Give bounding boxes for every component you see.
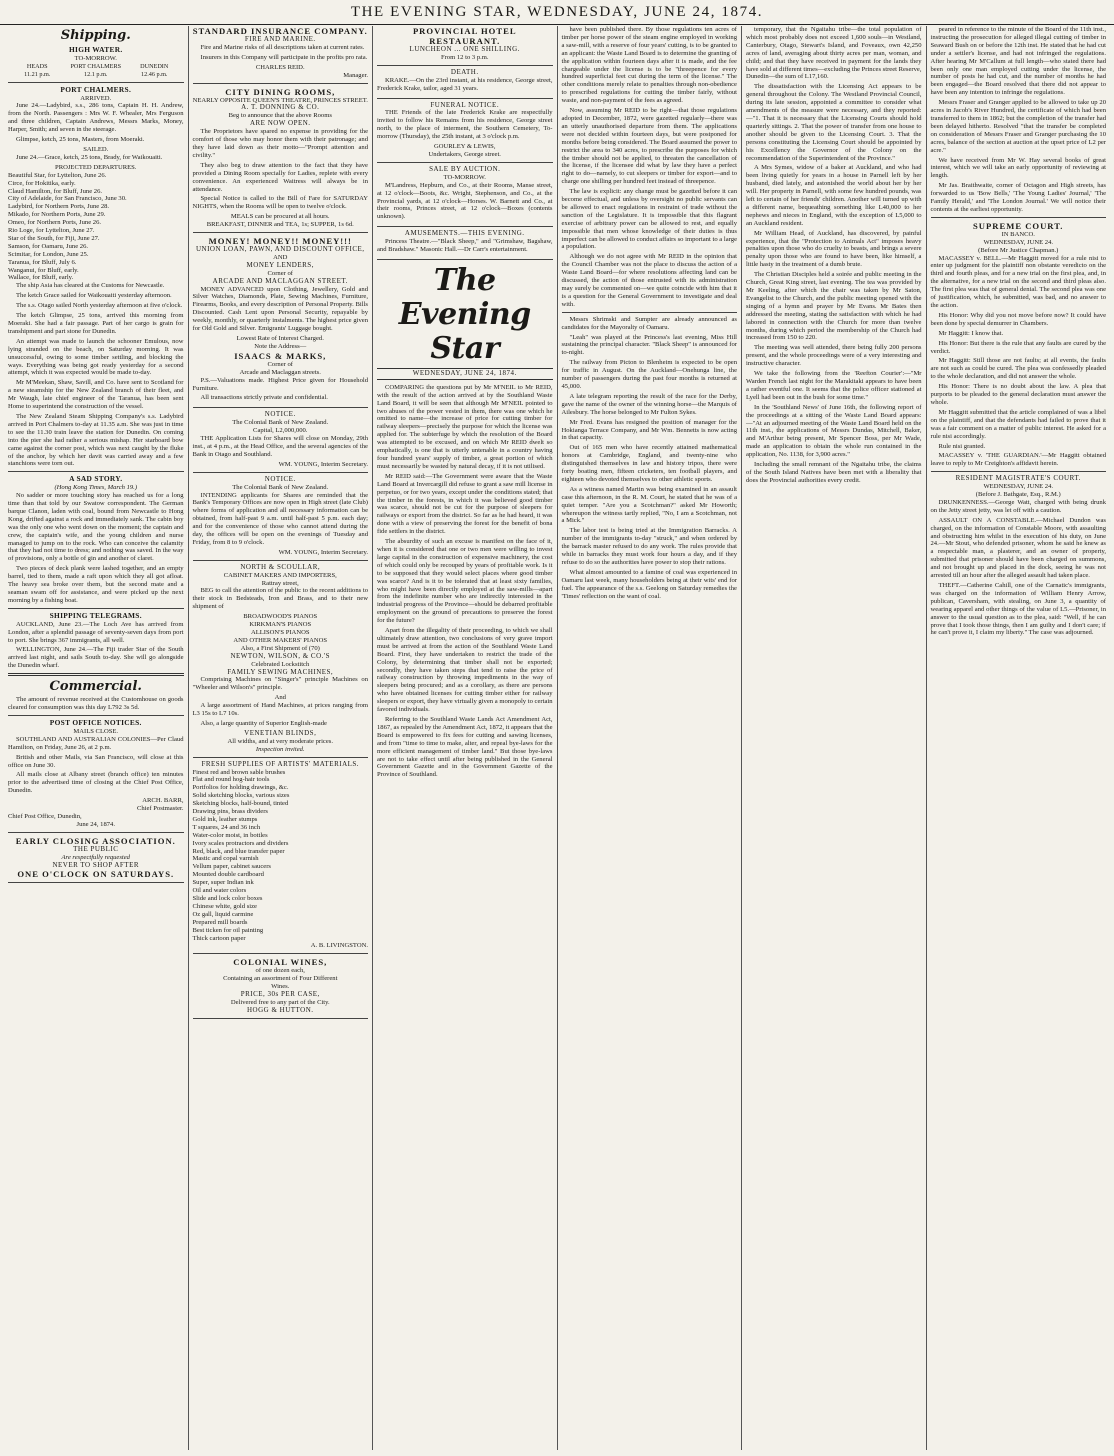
tide-place: HEADS: [26, 62, 48, 70]
venetian-sub: All widths, and at very moderate prices.: [227, 737, 333, 745]
news-item: "Leah" was played at the Princess's last evening, Miss Hill sustaining the principal character. "Black Sheep" is announced for to-night.: [561, 333, 737, 357]
bank-notice-ad: [193, 411, 369, 472]
court-text: His Honor: Why did you not move before now? It could have been done by special demurrer in Chambers.: [930, 311, 1106, 327]
artists-materials-ad: [193, 761, 369, 955]
union-and: AND: [273, 253, 288, 261]
north-scoullar-ad: [193, 564, 369, 758]
news-item: peared in reference to the minute of the Board of the 11th inst., instructing the prosecution for alleged illegal cutting of timber in Seaward Bush on or before the 12th inst. He stated that he had cut under a settler's license, and had not infringed the regulations. After hearing Mr M'Callum at full length—who stated there had been only one man employed cutting under the license, the number of posts he had cut, and the number of months he had been engaged—the Board resolved that there did not appear to have been any intention to infringe the regulations.: [930, 26, 1106, 97]
article-text: The law is explicit: any change must be gazetted before it can become effectual, and unless by oversight no public servants can be allowed to enact regulations in restraint of trade without the sanction of the Legislature. It is impossible that this flagrant exercise of arbitrary power can be allowed to rest, and equally impossible that men whose knowledge of their duties is thus imperfect can be allowed to conduct affairs so important to a large a population.: [561, 188, 737, 251]
banco-date: WEDNESDAY, JUNE 24.: [983, 238, 1054, 246]
list-item: Scimitar, for London, June 25.: [8, 250, 89, 258]
arrived-text: June 24.—Ladybird, s.s., 286 tons, Captain H. H. Andrew, from the North. Passengers : Mrs W. F. Whealer, Mrs Ferguson and three children, Captain Andrews, Messrs Marks, Money, Harper, Smith; and seven in the steerage.: [8, 102, 184, 134]
tide-time: 11.21 p.m.: [24, 70, 51, 78]
news-item: The dissatisfaction with the Licensing Act appears to be general throughout the Colony. The Westland Provincial Council, during its late session, appointed a committee to consider what amendments of the measure were necessary, and they reported:—"1. That it is necessary that the Licensing Courts should hold quarterly sittings. 2. That the power of transfer from one house to another should be given to the Licensing Court. 3. That the persons constituting the Licensing Court should be appointed by his Excellency the Governor of the Colony on the recommendation of the Superintendent of the Province.": [746, 83, 922, 162]
post-date: June 24, 1874.: [76, 820, 115, 828]
story-title: A SAD STORY.: [69, 474, 123, 484]
list-item: Vellum paper, cabinet saucers: [192, 863, 271, 871]
death-notice: [377, 69, 553, 99]
column-1: [4, 26, 189, 1450]
news-item: A Mrs Symes, widow of a baker at Auckland, and who had been living quietly for years in a house in Parnell left by her husband, died lately, and astonished the world about her by her will. Her property in Parnell, with some few hundred pounds, was left to certain of her friends' children. Another will turned up with a different name, bequeathing something like L40,000 to her nephews and nieces in England, with the exception of L5,000 to an Auckland resident.: [746, 164, 922, 227]
shipping-para: The ketch Grace sailed for Waikouaiti yesterday afternoon.: [16, 292, 172, 300]
sailed-text: June 24.—Grace, ketch, 25 tons, Brady, for Waikouaiti.: [16, 153, 163, 161]
sale-text: M'Landress, Hepburn, and Co., at their Rooms, Manse street, at 12 o'clock—Boots, &c. Wright, Stephenson, and Co., at the Provincial yards, at 12 o'clock—Horses. W. Barnett and Co., at their rooms, Princes street, at 12 o'clock—Boxes (contents unknown).: [377, 181, 553, 221]
notice-text: THE Application Lists for Shares will close on Monday, 29th inst., at 4 p.m., at the Head Office, and the several agencies of the Bank in Otago and Southland.: [192, 435, 368, 458]
telegram: AUCKLAND, June 23.—The Loch Ave has arrived from London, after a splendid passage of seventy-seven days from port to port. She brings 367 immigrants, all well.: [8, 620, 184, 644]
post-signature-role: Chief Postmaster.: [136, 805, 184, 813]
news-item: We take the following from the 'Reefton Courier':—"Mr Warden French last night for the Marakitaki appears to have been a rather eventful one. It seems that the police officer stationed at Lyell had been out in the bush for some time.": [746, 370, 922, 401]
column-5: [742, 26, 927, 1450]
shipping-heading: Shipping.: [60, 28, 131, 43]
north-sub: CABINET MAKERS AND IMPORTERS,: [223, 571, 337, 579]
court-text: ASSAULT ON A CONSTABLE.—Michael Dundon was charged, on the information of Constable Moore, with assaulting and obstructing him whilst in the execution of his duty, on June 24.—Mr Stout, who defended prisoner, whom he said he knew as a respectable man, a plasterer, and an owner of property, submitted that prisoner should have been charged on summons, and not brought up and placed in the dock, seeing he was not arrested till an hour after the alleged assault had taken place.: [930, 516, 1106, 580]
bank-notice-2-ad: [193, 476, 369, 561]
list-item: Mastic and copal varnish: [192, 855, 259, 863]
city-title: CITY DINING ROOMS,: [225, 86, 336, 97]
list-item: Red, black, and blue transfer paper: [192, 847, 285, 855]
money-title: MONEY! MONEY!! MONEY!!!: [208, 236, 352, 247]
notice2-title: NOTICE.: [264, 474, 296, 483]
post-signature: ARCH. BARR,: [142, 797, 184, 805]
list-item: Gold ink, leather stumps: [192, 815, 258, 823]
article-text: have been published there. By those regulations ten acres of timber per horse power of the steam engine employed in working a saw-mill, with a reserve of four years' cutting, is to be granted to an applicant: the Waste Land Board is to determine the granting of the application within fourteen days after it is made, and the fee chargeable under the license is to be "threepence for every hundred superficial feet cut during the term of the license." The other conditions merely relate to penalties through non-obedience to prescribed regulations for cutting the timber fairly, without waste, and non-payment of the fees as agreed.: [561, 26, 737, 105]
story-text: No sadder or more touching story has reached us for a long time than that told by our Swatow correspondent. The German barque Clanon, laden with coal, bound from Newcastle to Hong Kong, drifted against a rock and immediately sank. The cabin boy was the only one who went down on the moment; the captain and crew, the captain's wife, and the young children and nurse managed to jump on to the rock. Who can conceive the calamity that they had not time to dress; and nothing was saved. In the way of provisions, only a bottle of gin and another of claret.: [8, 492, 184, 563]
early-public: THE PUBLIC: [73, 844, 119, 853]
city-text-4: Special Notice is called to the Bill of Fare for SATURDAY NIGHTS, when the Rooms will be open to twelve o'clock.: [192, 195, 368, 211]
prov-title: PROVINCIAL HOTEL RESTAURANT.: [412, 26, 517, 46]
funeral-text: THE Friends of the late Frederick Krake are respectfully invited to follow his Remains from his residence, George street north, to the place of interment, the Southern Cemetery, To-morrow (Thursday), the 25th instant, at 3 o'clock p.m.: [377, 109, 553, 141]
tide-place: PORT CHALMERS: [70, 62, 122, 70]
list-item: Mikado, for Northern Ports, June 29.: [8, 211, 106, 219]
port-chalmers-heading: PORT CHALMERS.: [60, 84, 132, 94]
news-item: Including the small remnant of the Ngaitahu tribe, the claims of the South Island Natives have been met with a liberality that does the Provincial authorities every credit.: [746, 461, 922, 484]
list-item: Oil and water colors: [192, 887, 247, 895]
tomorrow-label: TO-MORROW.: [74, 54, 117, 62]
news-item: What almost amounted to a famine of coal was experienced in Oamaru last week, many householders being at their wits' end for fuel. The appearance of the s.s. Geelong on Saturday remedies the 'Times' reflection on the want of coal.: [561, 568, 737, 600]
court-text: Mr Haggitt: Still those are not faults; at all events, the faults are not such as could be cured. The plea was confessedly pleaded to the whole declaration, and did not answer the whole.: [930, 357, 1106, 381]
north-text: BEG to call the attention of the public to the recent additions to their stock in Bedsteads, Iron and Brass, and to their new shipment of: [192, 587, 368, 611]
news-item: We have received from Mr W. Hay several books of great interest, which we will take an early opportunity of reviewing at length.: [930, 156, 1106, 180]
column-4: [558, 26, 743, 1450]
piano-line: ALLISON'S PIANOS: [250, 629, 310, 636]
article-text: Although we do not agree with Mr REID in the opinion that the Council Chamber was not the place to discuss the action of a Waste Land Board—for where resolutions affecting land can be discussed, the action of those entrusted with its administration may surely be commented on—we quite coincide with him that it is a question for the General Government to investigate and deal with.: [561, 253, 737, 308]
union-arcade: ARCADE AND MACLAGGAN STREET.: [212, 276, 348, 285]
tide-place: DUNEDIN: [140, 62, 169, 70]
colonial-sign: HOGG & HUTTON.: [246, 1005, 314, 1014]
colonial-text: Containing an assortment of Four Different: [223, 975, 338, 983]
shipping-para: The ship Asia has cleared at the Customs for Newcastle.: [16, 282, 165, 290]
funeral-title: FUNERAL NOTICE.: [430, 100, 500, 109]
court-text: His Honor: There is no doubt about the law. A plea that purports to be pleaded to the general declaration must answer the whole.: [930, 383, 1106, 406]
city-sub: NEARLY OPPOSITE QUEEN'S THEATRE, PRINCES STREET.: [192, 96, 368, 104]
list-item: Claud Hamilton, for Bluff, June 26.: [8, 187, 103, 195]
columns: [4, 26, 1110, 1450]
post-text: All mails close at Albany street (branch office) ten minutes prior to the advertised time of closing at the Chief Post Office, Dunedin.: [8, 771, 184, 795]
post-text: British and other Mails, via San Francisco, will close at this office on June 30.: [8, 753, 184, 769]
newton-sub: Celebrated Lockstitch: [251, 660, 310, 668]
news-item: Out of 165 men who have recently attained mathematical honors at Cambridge, England, and twenty-nine who distinguished themselves in law and history tripos, there were forty boating men, fifteen cricketers, ten football players, and eighteen who devoted themselves to other athletic sports.: [561, 444, 737, 483]
standard-insurance-ad: [193, 26, 369, 84]
banco-label: IN BANCO.: [1001, 230, 1035, 238]
court-text: Mr Haggitt: I know that.: [938, 329, 1004, 337]
list-item: Samson, for Oamaru, June 26.: [8, 242, 89, 250]
union-firm: ISAACS & MARKS,: [234, 350, 327, 361]
venetian-title: VENETIAN BLINDS,: [244, 728, 317, 737]
standard-title: STANDARD INSURANCE COMPANY.: [192, 26, 368, 36]
list-item: Oz gall, liquid carmine: [192, 910, 254, 918]
death-text: KRAKE.—On the 23rd instant, at his residence, George street, Frederick Krake, tailor, aged 31 years.: [377, 76, 553, 92]
post-text: SOUTHLAND AND AUSTRALIAN COLONIES—Per Claud Hamilton, on Friday, June 26, at 2 p.m.: [8, 735, 184, 751]
union-conf: All transactions strictly private and confidential.: [200, 394, 328, 402]
tide-time: 12.1 p.m.: [84, 70, 108, 78]
standard-role: Manager.: [343, 71, 368, 79]
colonial-wines: Wines.: [271, 983, 290, 991]
leader-text: COMPARING the questions put by Mr M'NEIL to Mr REID, with the result of the action arrived at by the Southland Waste Land Board, it will be seen that although Mr M'NEIL pointed to two abuses of the power vested in them, there was one which he omitted to name—the increase of price for cutting timber for railway sleepers—precisely the purpose for which the license was applied for. The subterfuge by which the resolution of the Board was attempted to be excused, and on which Mr REID dwelt so emphatically, is one that is utterly untenable in a country having four hundred years' supply of timber, a great portion of which must necessarily be wasted by natural decay, if it is not utilised.: [377, 383, 553, 470]
news-item: The labor test is being tried at the Immigration Barracks. A number of the immigrants to-day "struck," and when ordered by the barrack master refused to do any work. The rules provide that while in barracks they must work four hours a day, and if they refuse to do so the authorities have power to stop their rations.: [561, 527, 737, 566]
list-item: Taranua, for Bluff, July 6.: [8, 258, 77, 266]
news-item: Messrs Fraser and Granger applied to be allowed to take up 20 acres in Jacob's River Hundred, the certificate of which had been transferred to them in 1862; but the completion of the transfer had been delayed hitherto. Resolved "that the transfer be completed on consideration of Messrs Fraser and Granger purchasing the 10 acres, balance of the section at auction at the upset price of L2 per acre.": [930, 99, 1106, 154]
divider: [8, 471, 184, 472]
post-office-title: POST OFFICE NOTICES.: [49, 717, 142, 727]
dateline: WEDNESDAY, JUNE 24, 1874.: [377, 368, 553, 380]
shipping-para: The s.s. Otago sailed North yesterday afternoon at five o'clock.: [16, 302, 183, 310]
court-text: MACASSEY v. BELL.—Mr Haggitt moved for a rule nisi to enter up judgment for the plaintiff non obstante veredicto on the third and fourth pleas, and for a new trial on the first plea, and, in the alternative, for a new trial on the second and third pleas also. The first plea was that of general denial. The second plea was one of justification, which, he submitted, was bad, and no answer to the action.: [930, 254, 1106, 309]
tide-table: [8, 63, 184, 79]
news-item: In the 'Southland News' of June 16th, the following report of the proceedings at a sitting of the Waste Land Board appears:—"At an adjourned meeting of the Waste Land Board held on the 11th inst., the applications of Messrs Dundas, Mitchell, Baker, and M'Arthur being present, Mr Spencer Boss, per Mr Wade, made an application to obtain the whole run contained in the application, No. 1138, for 3,900 acres.": [746, 403, 922, 459]
news-item: Mr William Head, of Auckland, has discovered, by painful experience, that the "Protection to Animals Act" imposes heavy penalties upon those who do cruelty to beasts, and brings a severe penalty upon those who are found to have been, like himself, a little hasty in the treatment of a dumb brute.: [746, 229, 922, 269]
news-item: Mr Fred. Evans has resigned the position of manager for the Hokianga Terrace Company, and Mr Wm. Bennetts is now acting in that capacity.: [561, 418, 737, 442]
sailed-label: SAILED.: [83, 145, 109, 153]
list-item: Circe, for Hokitika, early.: [8, 179, 76, 187]
post-place: Chief Post Office, Dunedin,: [8, 812, 82, 820]
city-dining-ad: [193, 87, 369, 234]
city-open: ARE NOW OPEN.: [249, 119, 311, 128]
news-item: A late telegram reporting the result of the race for the Derby, gave the name of the owner of the winning horse—the Marquis of Ailesbury. The horse belonged to Mr Fulton Sykes.: [561, 392, 737, 416]
union-rate: Lowest Rate of Interest Charged.: [236, 335, 324, 342]
union-corner: Corner of: [267, 269, 293, 277]
column-2: [189, 26, 374, 1450]
column-3: [373, 26, 558, 1450]
colonial-title: COLONIAL WINES,: [233, 957, 328, 968]
notice-title: NOTICE.: [264, 410, 296, 419]
shipping-para: The New Zealand Steam Shipping Company's s.s. Ladybird arrived in Port Chalmers to-day at 11.35 a.m. She was just in time to see the 11.30 train leave the station for Dunedin. On coming into the pier she had rather a serious mishap. Her starboard bow came against the corner post, which was next caught by the fluke of the anchor, by which her davit was carried away and a few stanchions were torn out.: [8, 412, 184, 468]
arrived-label: ARRIVED.: [80, 94, 112, 102]
piano-line: AND OTHER MAKERS' PIANOS: [233, 636, 328, 644]
divider: [931, 217, 1107, 218]
newton-title: NEWTON, WILSON, & CO.'S: [230, 651, 331, 660]
divider: [8, 715, 184, 716]
list-item: Flat and round hog-hair tools: [192, 776, 270, 784]
masthead: THE EVENING STAR, WEDNESDAY, JUNE 24, 1874.: [0, 4, 1114, 25]
city-text: Beg to announce that the above Rooms: [228, 112, 332, 120]
leader-text: Referring to the Southland Waste Lands Act Amendment Act, 1867, as repealed by the Amendment Act, 1872, it appears that the Board is empowered to fix fees for cutting and sawing licenses, and from "time to time to make, alter, and repeal bye-laws for the more efficient management of timber land." But those bye-laws are not to take effect until after being published in the General Government Gazette and in the Government Gazette of the Province of Southland.: [377, 716, 553, 779]
banco-judge: (Before Mr Justice Chapman.): [978, 246, 1059, 254]
fresh-sign: A. B. LIVINGSTON.: [310, 942, 368, 950]
colonial-wines-ad: [193, 957, 369, 1018]
newton-and: And: [274, 694, 286, 702]
sale-tomorrow: TO-MORROW.: [443, 173, 486, 181]
prov-hours: From 12 to 3 p.m.: [440, 53, 489, 61]
north-title: NORTH & SCOULLAR,: [240, 562, 321, 571]
divider: [931, 471, 1107, 472]
list-item: T squares, 24 and 36 inch: [192, 823, 261, 831]
list-item: Drawing pins, brass dividers: [192, 808, 268, 816]
newton-family: FAMILY SEWING MACHINES,: [227, 667, 334, 676]
tide-port-chalmers: [67, 63, 126, 79]
newton-text-2: A large assortment of Hand Machines, at prices ranging from L3 15s to L7 10s.: [192, 702, 368, 718]
commercial-heading: Commercial.: [49, 679, 142, 695]
news-item: The Christian Disciples held a soirée and public meeting in the Church, Great King street, last evening. The tea was provided by Mr Keeling, after which the chair was taken by Mr Saton, Evangelist to the Church, and the public meeting opened with the singing of a hymn and prayer by Mr Evans. Mr Bates then addressed the meeting, stating the satisfaction with which he had labored in connection with the Church for more than twelve months, during which period the membership of the Church had increased from 150 to 220.: [746, 271, 922, 342]
city-firm: A. T. DONNING & CO.: [241, 103, 320, 112]
union-streets: Arcade and Maclaggan streets.: [239, 368, 321, 376]
city-breakfast: BREAKFAST, DINNER and TEA, 1s; SUPPER, 1s 6d.: [206, 221, 354, 229]
commercial-text: The amount of revenue received at the Customhouse on goods cleared for consumption was this day L792 3s 5d.: [8, 696, 184, 712]
list-item: Ivory scales protractors and dividers: [192, 839, 289, 847]
divider: [8, 82, 184, 83]
sale-title: SALE BY AUCTION.: [429, 164, 501, 173]
early-request: Are respectfully requested: [61, 853, 130, 861]
court-text: THEFT.—Catherine Cahill, one of the Carnatic's immigrants, was charged on the information of William Henry Arrow, publican, Caversham, with stealing, on June 3, a quantity of wearing apparel and other things of the value of L5.—Prisoner, in answer to the usual question as to the plea, said: "Well, if he can prove that I took those things, then I am guilty and I don't care; if he can't prove it, I claim my liberty." The case was adjourned.: [930, 582, 1106, 637]
rm-date: WEDNESDAY, JUNE 24.: [983, 483, 1054, 491]
shipping-para: An attempt was made to launch the schooner Emulous, now lying stranded on the beach, on Saturday morning. It was unsuccessful, owing to some timber settling, and blocking the ways. Everything was being got ready yesterday for a second attempt, which it was expected would be made to-day.: [8, 337, 184, 377]
list-item: Super, super Indian ink: [192, 879, 254, 887]
list-item: Mounted double cardboard: [192, 871, 264, 879]
newton-text: Comprising Machines on "Singer's" principle Machines on "Wheeler and Wilson's" principle.: [192, 676, 368, 692]
union-sub: MONEY LENDERS,: [246, 260, 314, 269]
fresh-title: FRESH SUPPLIES OF ARTISTS' MATERIALS.: [201, 759, 360, 768]
inspection: Inspection invited.: [255, 745, 305, 753]
funeral-role: Undertakers, George street.: [428, 150, 501, 158]
list-item: Rio Loge, for Lyttelton, June 27.: [8, 227, 95, 235]
piano-line: BROADWOOD'S PIANOS: [243, 613, 318, 621]
list-item: Water-color moist, in bottles: [192, 831, 268, 839]
projected-label: PROJECTED DEPARTURES.: [55, 163, 137, 171]
tide-heads: [8, 63, 67, 79]
list-item: Best ticken for oil painting: [192, 926, 264, 934]
court-text: His Honor: But there is the rule that any faults are cured by the verdict.: [930, 339, 1106, 355]
notice2-bank: The Colonial Bank of New Zealand.: [232, 483, 329, 491]
notice-sign: WM. YOUNG, Interim Secretary.: [278, 460, 368, 468]
story-source: (Hong Kong Times, March 19.): [54, 484, 138, 492]
story-text-2: Two pieces of deck plank were lashed together, and an empty barrel, tied to them, made a raft upon which they all got afloat. The heavy sea broke over them, but the second mate and a seaman swam off for assistance, and were picked up the next morning by a fishing boat.: [8, 565, 184, 604]
list-item: Wanganui, for Bluff, early.: [8, 266, 79, 274]
standard-text: Fire and Marine risks of all descriptions taken at current rates.: [200, 43, 365, 51]
list-item: Prepared mill boards: [192, 918, 248, 926]
list-item: Finest red and brown sable brushes: [192, 768, 286, 776]
telegrams-title: SHIPPING TELEGRAMS.: [49, 610, 142, 620]
article-text: Now, assuming Mr REID to be right—that those regulations adopted in December, 1872, were gazetted regularly—there was an utterly unauthorised departure from them. The applications were not decided within fourteen days, but were postponed for months before being considered. The Board assumed the power to restrict the area to 340 acres, to prescribe the purposes for which the timber should not be applied, to threaten the cancellation of the license, if the licensee did what by law they have a perfect right to do—namely, to cut sleepers or timber for export—and to charge one shilling per hundred feet instead of threepence.: [561, 107, 737, 186]
funeral-sign: GOURLEY & LEWIS,: [434, 143, 496, 151]
amuse-text: Princess Theatre.—"Black Sheep," and "Grimshaw, Bagshaw, and Bradshaw." Masonic Hall.—Dr Carr's entertainment.: [377, 238, 553, 254]
union-corner-2: Corner of: [267, 360, 293, 368]
colonial-sub: of one dozen each,: [255, 967, 305, 975]
list-item: City of Adelaide, for San Francisco, June 30.: [8, 195, 127, 203]
tide-dunedin: [125, 63, 184, 79]
divider: [8, 608, 184, 609]
union-note: Note the Address—: [254, 342, 307, 350]
early-closing-title: EARLY CLOSING ASSOCIATION.: [15, 835, 176, 846]
arrived-text-2: Glimpse, ketch, 25 tons, Masters, from Moeraki.: [16, 136, 145, 144]
resident-court-heading: RESIDENT MAGISTRATE'S COURT.: [955, 474, 1081, 483]
prov-lunch: LUNCHEON ... ONE SHILLING.: [409, 45, 520, 53]
tide-time: 12.46 p.m.: [141, 70, 168, 78]
list-item: Wallace, for Bluff, early.: [8, 274, 74, 282]
list-item: Star of the South, for Fiji, June 27.: [8, 234, 100, 242]
court-text: DRUNKENNESS.—George Watt, charged with being drunk on the Jetty street jetty, was let off with a caution.: [930, 498, 1106, 514]
news-item: Mr Jas. Braithwaite, corner of Octagon and High streets, has forwarded to us 'Bow Bells,' 'The Young Ladies' Journal,' 'The Family Herald,' and 'The London Journal.' We will notice their contents at the earliest opportunity.: [930, 182, 1106, 213]
list-item: Portfolios for holding drawings, &c.: [192, 784, 289, 792]
nameplate: The Evening Star: [398, 262, 531, 366]
notice2-text: INTENDING applicants for Shares are reminded that the Bank's Temporary Offices are now open in High street (late Club) where forms of application and all necessary information can be obtained, from half-past 9 a.m. until half-past 5 p.m. each day; and for the convenience of those who cannot attend during the day, the offices will be open on the evenings of Tuesday and Friday, from 8 to 9 o'clock.: [192, 491, 368, 546]
standard-sign: CHARLES REID.: [255, 63, 305, 71]
list-item: Solid sketching blocks, various sizes: [192, 792, 290, 800]
colonial-delivery: Delivered free to any part of the City.: [230, 998, 330, 1006]
shipping-para: The ketch Glimpse, 25 tons, arrived this morning from Moeraki. She had a fair passage. Part of her cargo is grain for transhipment and part stone for Dunedin.: [8, 312, 184, 335]
north-ship: Also, a First Shipment of (70): [240, 644, 320, 652]
list-item: Chinese white, gold size: [192, 902, 257, 910]
north-street: Rattray street,: [261, 579, 299, 587]
divider: [8, 673, 184, 676]
city-text-2: The Proprietors have spared no expense in providing for the comfort of those who may honor them with their patronage; and they have laid down as their motto—"Prompt attention and civility.": [192, 128, 368, 159]
list-item: Beautiful Star, for Lyttelton, June 26.: [8, 171, 107, 179]
list-item: Sketching blocks, half-bound, tinted: [192, 800, 289, 808]
death-title: DEATH.: [450, 67, 479, 76]
notice-bank: The Colonial Bank of New Zealand.: [232, 419, 329, 427]
court-text: MACASSEY v. 'THE GUARDIAN.'—Mr Haggitt obtained leave to reply to Mr Creighton's affidavit herein.: [930, 452, 1106, 468]
court-text: Mr Haggitt submitted that the article complained of was a libel on the plaintiff, and that the defendants had failed to prove that it was a fair comment on a matter of public interest. He asked for a rule nisi accordingly.: [930, 408, 1106, 440]
news-item: The meeting was well attended, there being fully 200 persons present, and the whole proceedings were of a very interesting and instructive character.: [746, 344, 922, 368]
shipping-para: Mr M'Meekan, Shaw, Savill, and Co. have sent to Scotland for a new steamship for the New Zealand branch of their fleet, and Mr Waugh, late chief engineer of the Taranua, has been sent Home to superintend the construction of the vessel.: [8, 379, 184, 411]
projected-list: [8, 172, 184, 283]
leader-text: Apart from the illegality of their proceeding, to which we shall ultimately draw attention, two conclusions of very grave import must be arrived at from the action of the Southland Waste Land Board. First, they have undertaken to restrict the trade of the Colony, by determining that timber shall not be exported; secondly, they have taken steps that tend to raise the price of railway construction by throwing impediments in the way of sleepers being procured; and as a corollary, as there are persons who have obtained licenses for cutting timber either for railway sleepers or export, they have virtually given a monopoly to certain favored individuals.: [377, 627, 553, 714]
sale-by-auction: [377, 166, 553, 227]
city-meals: MEALS can be procured at all hours.: [230, 213, 330, 221]
colonial-price: PRICE, 30s PER CASE,: [240, 990, 320, 999]
list-item: Slide and lock color boxes: [192, 895, 263, 902]
high-water-heading: HIGH WATER.: [68, 45, 123, 54]
rm-judge: (Before J. Bathgate, Esq., R.M.): [975, 491, 1061, 499]
city-text-3: They also beg to draw attention to the fact that they have provided a Dining Room specially for Ladies, replete with every convenience. An experienced Waitress will always be in attendance.: [192, 161, 368, 193]
notice2-sign: WM. YOUNG, Interim Secretary.: [278, 548, 368, 556]
list-item: Omeo, for Northern Ports, June 26.: [8, 219, 102, 227]
notice-capital: Capital, L2,000,000.: [253, 427, 308, 435]
leader-text: Mr REID said:—The Government were aware that the Waste Land Board at Invercargill did refuse to grant a saw mill license in perpetuo, or for two years, except under the conditions stated; that the timber in the forests, in which it was believed good timber was scarce, should not be cut for the purpose of sleepers for railways or export from the district. So far as he had heard, it was done with a view of preserving the forest for the benefit of bona fide settlers in the district.: [377, 472, 553, 536]
piano-line: KIRKMAN'S PIANOS: [249, 621, 312, 629]
court-text: Rule nisi granted.: [938, 442, 986, 450]
standard-text-2: Insurers in this Company will participate in the profits pro rata.: [200, 53, 368, 61]
fresh-list: [193, 769, 369, 943]
early-never: NEVER TO SHOP AFTER: [52, 860, 140, 869]
news-item: temporary, that the Ngaitahu tribe—the total population of which most probably does not exceed 1,600 souls—in Westland, Canterbury, Otago, Stewart's Island, and Foveaux, own 42,250 acres of land, averaging about thirty acres per man, woman, and child; and that they have received in payment for the lands they have sold at different times—excluding the Princes street Reserve, Dunedin—the sum of L17,160.: [746, 26, 922, 81]
divider: [8, 832, 184, 833]
mails-close-label: MAILS CLOSE.: [73, 727, 119, 735]
news-item: The railway from Picton to Blenheim is expected to be open for traffic in August. On the Auckland—Onehunga line, the number of passengers during the past four months is returned at 45,000.: [561, 359, 737, 390]
news-item: As a witness named Martin was being examined in an assault case this afternoon, in the R. M. Court, he stated that he was of a quiet temper. "Are you a Scotchman?" asked Mr Howorth; whereupon the witness tartly replied, "No, I am a Scotchman, not a Mick.": [561, 485, 737, 525]
column-6: [927, 26, 1111, 1450]
list-item: Thick cartoon paper: [192, 934, 246, 942]
early-saturdays: ONE O'CLOCK ON SATURDAYS.: [17, 869, 175, 880]
early-closing-ad: [8, 836, 184, 884]
amusements: [377, 230, 553, 260]
funeral-notice: [377, 102, 553, 163]
leader-text: The absurdity of such an excuse is manifest on the face of it, when it is considered that one or two men were willing to invest large capital in the construction of expensive machinery, the cost of which could only be recouped by years of profitable work. Is it to be supposed that they would select places where good timber was scarce? And is it to be tolerated that at least sixty families, who might have been directly employed at the saw-mills—apart from the indefinite number who are indirectly interested in the industrial progress of the Province—should be debarred profitable employment on the ground of precautions to preserve the forest for the future?: [377, 538, 553, 625]
standard-sub: FIRE AND MARINE.: [244, 35, 316, 43]
newton-text-3: Also, a large quantity of Superior English-made: [200, 719, 327, 727]
supreme-court-heading: SUPREME COURT.: [973, 220, 1064, 231]
provincial-hotel-ad: [377, 26, 553, 66]
news-item: Messrs Shrimski and Sumpter are already announced as candidates for the Mayoralty of Oamaru.: [561, 315, 737, 331]
telegram: WELLINGTON, June 24.—The Fiji trader Star of the South arrived last night, and sails South to-day. She will go alongside the Dunedin wharf.: [8, 646, 184, 670]
union-loan-ad: [193, 236, 369, 408]
list-item: Ladybird, for Northern Ports, June 28.: [8, 203, 110, 211]
amuse-title: AMUSEMENTS.—THIS EVENING.: [404, 229, 525, 238]
divider: [562, 312, 738, 313]
union-ps: P.S.—Valuations made. Highest Price given for Household Furniture.: [192, 376, 368, 392]
union-text: MONEY ADVANCED upon Clothing, Jewellery, Gold and Silver Watches, Diamonds, Plate, Sewing Machines, Furniture, Firearms, Books, and every description of Personal Property. Bills Discounted. Cash Lent upon Personal Security, repayable by weekly, monthly, or quarterly instalments. The highest price given for Old Gold and Silver. Emigrants' Luggage bought.: [192, 285, 368, 333]
union-title: UNION LOAN, PAWN, AND DISCOUNT OFFICE,: [195, 245, 365, 254]
